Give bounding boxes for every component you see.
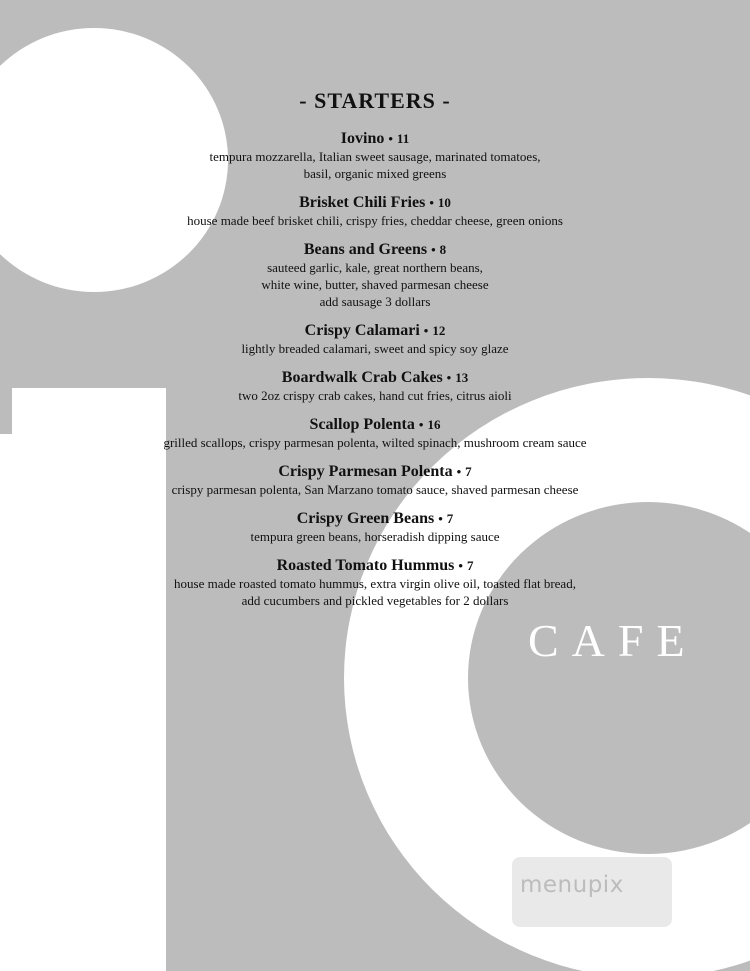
- menu-item: [0, 321, 750, 357]
- menu-item-name: Iovino: [340, 130, 385, 147]
- menu-item-description: house made beef brisket chili, crispy fries, cheddar cheese, green onions: [187, 213, 563, 228]
- menu-item-name: Crispy Calamari: [304, 322, 420, 339]
- menu-item-name: Scallop Polenta: [309, 416, 415, 433]
- menu-item-description: white wine, butter, shaved parmesan cheese: [261, 277, 489, 292]
- menu-item-description: crispy parmesan polenta, San Marzano tomato sauce, shaved parmesan cheese: [171, 482, 579, 497]
- menu-item-price: 7: [466, 558, 474, 573]
- menu-items-list: [0, 129, 750, 609]
- menu-item-header: [0, 368, 750, 387]
- menu-item-name: Roasted Tomato Hummus: [276, 557, 455, 574]
- menu-item-price: 12: [432, 323, 446, 338]
- menu-item: [0, 509, 750, 545]
- menu-item-price: 8: [439, 242, 447, 257]
- menu-item-price: 16: [427, 417, 441, 432]
- price-separator: •: [438, 511, 443, 526]
- menu-item-header: [0, 193, 750, 212]
- menu-item: [0, 193, 750, 229]
- price-separator: •: [458, 558, 463, 573]
- price-separator: •: [431, 242, 436, 257]
- menu-item-description: house made roasted tomato hummus, extra virgin olive oil, toasted flat bread,: [174, 576, 576, 591]
- cafe-label: CAFE: [528, 615, 698, 666]
- menu-item-description: add cucumbers and pickled vegetables for 2 dollars: [241, 593, 509, 608]
- price-separator: •: [418, 417, 424, 432]
- menu-item-price: 13: [455, 370, 469, 385]
- menu-item-name: Crispy Parmesan Polenta: [278, 463, 453, 480]
- menu-item-header: [0, 415, 750, 434]
- menu-item-price: 11: [396, 131, 410, 146]
- menu-item-name: Beans and Greens: [303, 241, 428, 258]
- price-separator: •: [388, 131, 393, 146]
- menu-item-description: basil, organic mixed greens: [303, 166, 447, 181]
- section-title: - STARTERS -: [299, 88, 451, 113]
- menu-item-description: tempura green beans, horseradish dipping sauce: [250, 529, 500, 544]
- price-separator: •: [446, 370, 452, 385]
- menu-item-price: 7: [446, 511, 454, 526]
- menu-item: [0, 462, 750, 498]
- menu-item-header: [0, 129, 750, 148]
- menu-item-name: Crispy Green Beans: [296, 510, 435, 527]
- menu-item: [0, 415, 750, 451]
- price-separator: •: [429, 195, 434, 210]
- menu-item-description: sauteed garlic, kale, great northern beans,: [267, 260, 483, 275]
- menu-item-description: two 2oz crispy crab cakes, hand cut fries, citrus aioli: [238, 388, 512, 403]
- menu-item-description: grilled scallops, crispy parmesan polenta, wilted spinach, mushroom cream sauce: [163, 435, 587, 450]
- menu-item-name: Brisket Chili Fries: [299, 194, 426, 211]
- menu-item: [0, 129, 750, 182]
- menu-item: [0, 240, 750, 310]
- menu-item-description: lightly breaded calamari, sweet and spicy soy glaze: [241, 341, 509, 356]
- menu-item-description: add sausage 3 dollars: [319, 294, 431, 309]
- watermark-text: menupix: [520, 872, 624, 898]
- menu-item-header: [0, 509, 750, 528]
- menu-item: [0, 556, 750, 609]
- menu-item-header: [0, 321, 750, 340]
- menu-item-name: Boardwalk Crab Cakes: [281, 369, 443, 386]
- menu-item-header: [0, 240, 750, 259]
- menu-item-price: 7: [465, 464, 472, 479]
- menu-item-description: tempura mozzarella, Italian sweet sausage, marinated tomatoes,: [209, 149, 541, 164]
- menu-item-price: 10: [437, 195, 451, 210]
- price-separator: •: [423, 323, 429, 338]
- menu-item-header: [0, 556, 750, 575]
- menu-item-header: [0, 462, 750, 481]
- price-separator: •: [456, 464, 462, 479]
- menu-item: [0, 368, 750, 404]
- starters-section: [0, 86, 750, 620]
